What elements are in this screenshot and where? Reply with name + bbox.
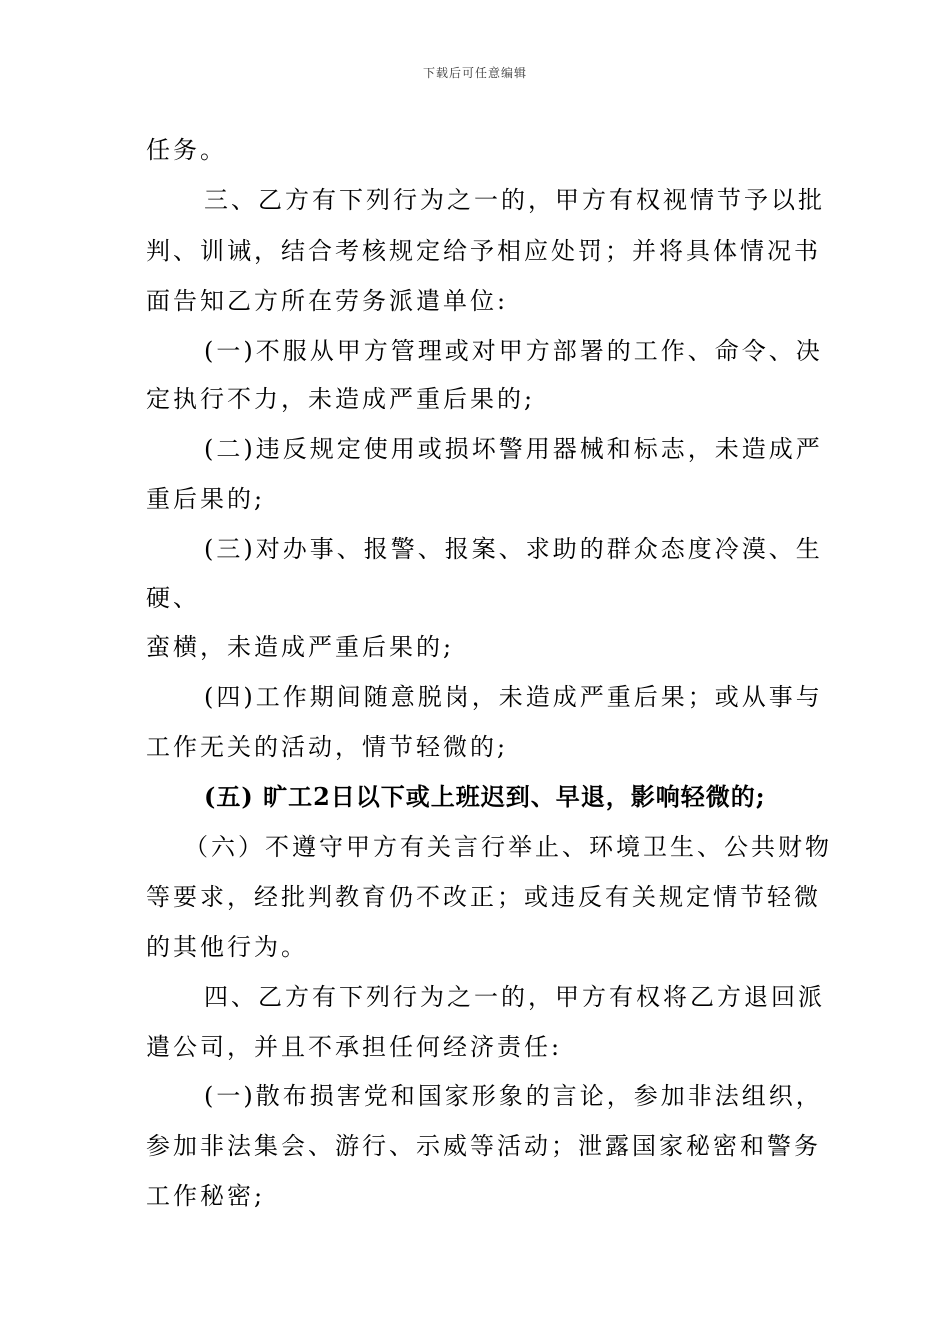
text-line: 的其他行为。 [146,933,308,961]
list-item: （六）不遵守甲方有关言行举止、环境卫生、公共财物 [184,833,832,861]
text-line: 硬、 [146,584,200,612]
list-item: (二)违反规定使用或损坏警用器械和标志，未造成严 [204,435,823,463]
text-line: 重后果的; [146,485,266,513]
header-note: 下载后可任意编辑 [422,66,527,80]
text-line: 工作无关的活动，情节轻微的; [146,733,509,761]
list-item-bold: (五) 旷工2日以下或上班迟到、早退，影响轻微的; [204,782,766,811]
text-line: 蛮横，未造成严重后果的; [146,633,455,661]
text-line: 工作秘密; [146,1182,266,1210]
text-line: 判、训诫，结合考核规定给予相应处罚；并将具体情况书 [146,237,821,265]
list-item: (四)工作期间随意脱岗，未造成严重后果；或从事与 [204,683,823,711]
text-line: 面告知乙方所在劳务派遣单位: [146,287,509,315]
text-line: 定执行不力，未造成严重后果的; [146,385,536,413]
text-line: 等要求，经批判教育仍不改正；或违反有关规定情节轻微 [146,883,821,911]
section-heading: 三、乙方有下列行为之一的，甲方有权视情节予以批 [204,186,825,214]
list-item: (三)对办事、报警、报案、求助的群众态度冷漠、生 [204,535,823,563]
section-heading: 四、乙方有下列行为之一的，甲方有权将乙方退回派 [204,983,825,1011]
text-line: 参加非法集会、游行、示威等活动；泄露国家秘密和警务 [146,1132,821,1160]
text-line: 遣公司，并且不承担任何经济责任: [146,1033,563,1061]
text-line: 任务。 [146,136,227,164]
list-item: (一)散布损害党和国家形象的言论，参加非法组织， [204,1082,823,1110]
list-item: (一)不服从甲方管理或对甲方部署的工作、命令、决 [204,337,823,365]
